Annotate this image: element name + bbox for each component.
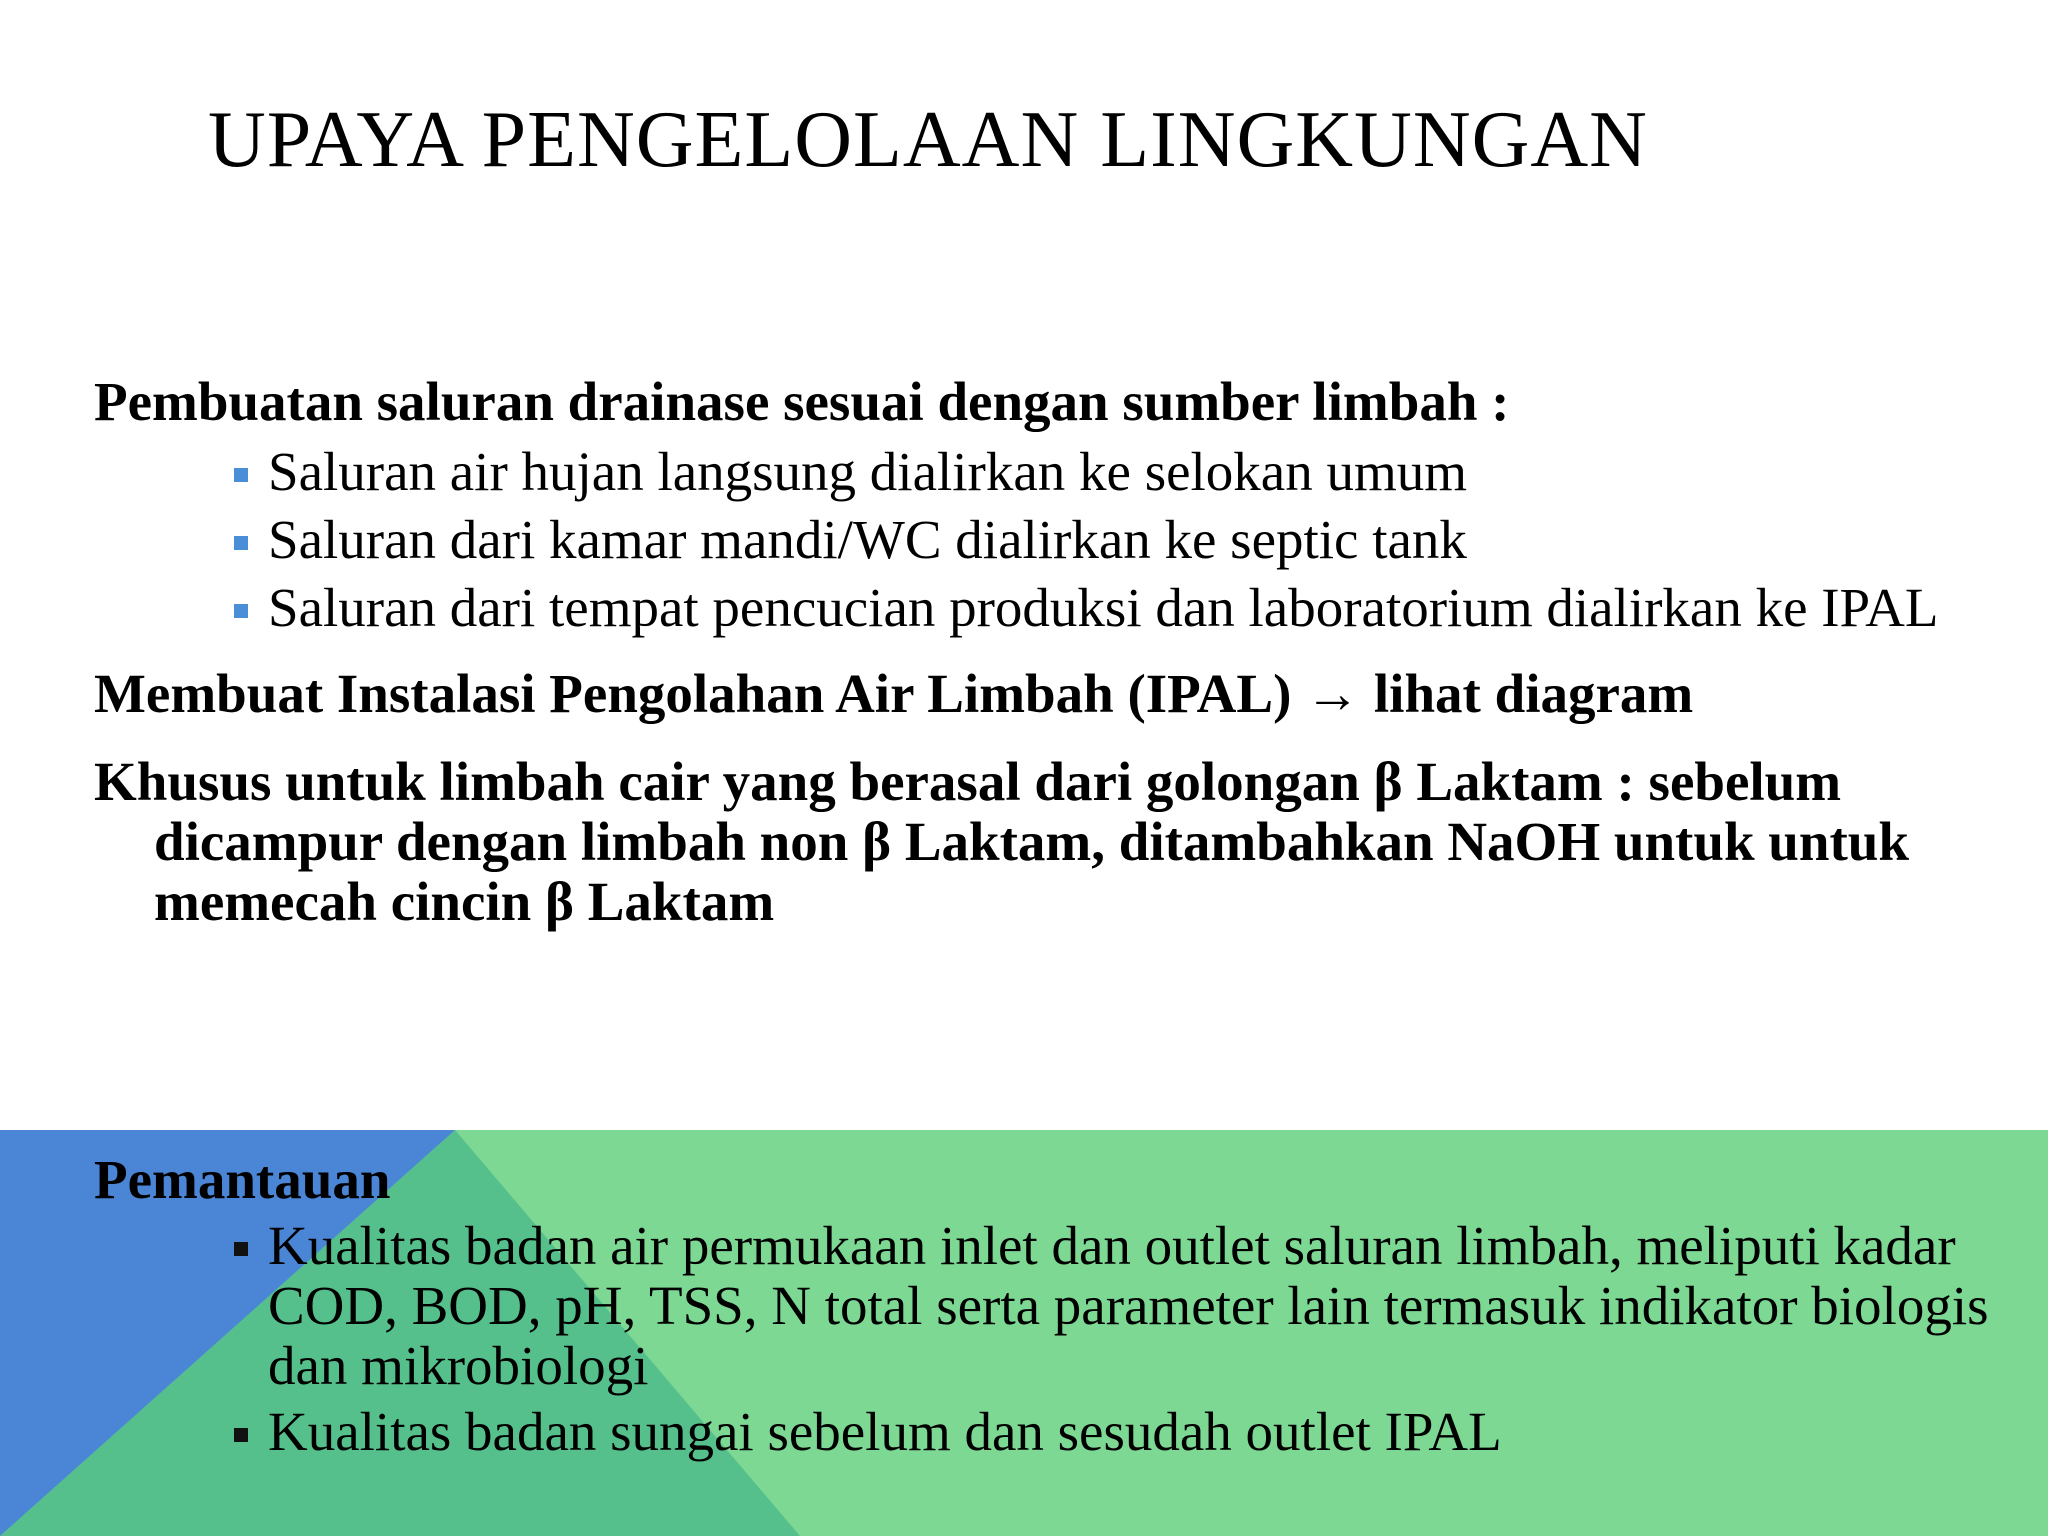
drainage-heading: Pembuatan saluran drainase sesuai dengan sumber limbah : [94, 371, 1510, 432]
square-bullet-icon [234, 1428, 248, 1442]
beta-lactam-heading: Khusus untuk limbah cair yang berasal dari golongan β Laktam : sebelum dicampur dengan limbah non β Laktam, ditambahkan NaOH untuk untuk memecah cincin β Laktam [94, 751, 1909, 932]
list-item-text: Saluran dari tempat pencucian produksi dan laboratorium dialirkan ke IPAL [268, 577, 1939, 638]
square-bullet-icon [234, 604, 248, 618]
slide-title: UPAYA PENGELOLAAN LINGKUNGAN [208, 96, 1648, 184]
list-item [94, 1402, 2014, 1462]
square-bullet-icon [234, 468, 248, 482]
monitoring-list [94, 1216, 2014, 1462]
list-item-text: Saluran dari kamar mandi/WC dialirkan ke septic tank [268, 509, 1467, 570]
list-item-text: Saluran air hujan langsung dialirkan ke selokan umum [268, 441, 1468, 502]
list-item [94, 1216, 2014, 1396]
list-item-text: Kualitas badan air permukaan inlet dan outlet saluran limbah, meliputi kadar COD, BOD, pH, TSS, N total serta parameter lain termasuk indikator biologis dan mikrobiologi [268, 1215, 1989, 1396]
list-item [94, 578, 2014, 638]
square-bullet-icon [234, 536, 248, 550]
list-item [94, 442, 2014, 502]
drainage-list [94, 442, 2014, 638]
monitoring-section [94, 1150, 2014, 1462]
list-item-text: Kualitas badan sungai sebelum dan sesudah outlet IPAL [268, 1401, 1502, 1462]
main-content [94, 372, 2014, 932]
list-item [94, 510, 2014, 570]
monitoring-heading: Pemantauan [94, 1149, 391, 1210]
square-bullet-icon [234, 1242, 248, 1256]
ipal-heading: Membuat Instalasi Pengolahan Air Limbah (IPAL) → lihat diagram [94, 663, 1694, 724]
